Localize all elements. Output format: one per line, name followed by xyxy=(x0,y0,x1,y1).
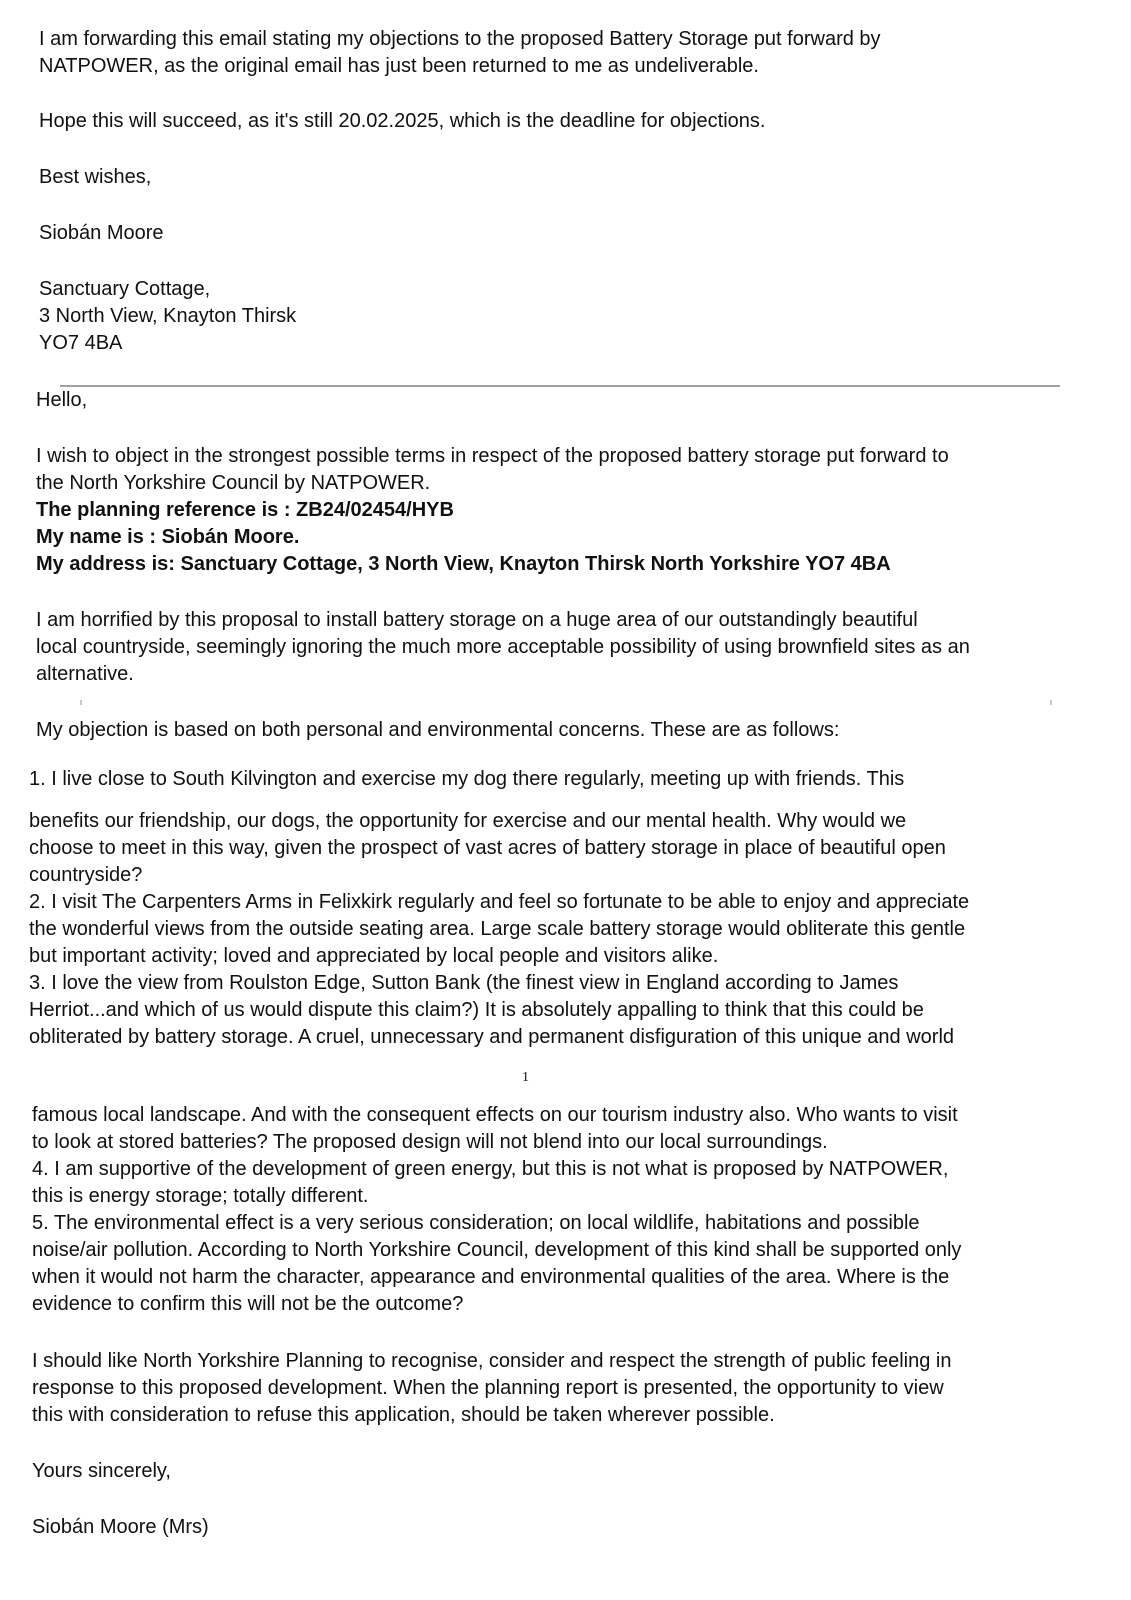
block-a-line: choose to meet in this way, given the prospect of vast acres of battery storage in place of beautiful open xyxy=(29,837,946,859)
point-1-first-line: 1. I live close to South Kilvington and exercise my dog there regularly, meeting up with friends. This xyxy=(29,768,905,790)
block-a-line: 2. I visit The Carpenters Arms in Felixkirk regularly and feel so fortunate to be able to enjoy and appreciate xyxy=(29,891,970,913)
letter-opening-line-1: I wish to object in the strongest possible terms in respect of the proposed battery storage put forward to xyxy=(36,445,949,467)
forward-intro-line-1: I am forwarding this email stating my objections to the proposed Battery Storage put forward by xyxy=(39,28,881,50)
forward-address-line-1: Sanctuary Cottage, xyxy=(39,278,211,300)
forward-intro-line-2: NATPOWER, as the original email has just been returned to me as undeliverable. xyxy=(39,55,759,77)
block-b-line: to look at stored batteries? The proposed design will not blend into our local surroundings. xyxy=(32,1131,828,1153)
block-a-line: 3. I love the view from Roulston Edge, Sutton Bank (the finest view in England according to James xyxy=(29,972,899,994)
block-a-line: the wonderful views from the outside seating area. Large scale battery storage would obliterate this gentle xyxy=(29,918,966,940)
letter-address-line: My address is: Sanctuary Cottage, 3 North View, Knayton Thirsk North Yorkshire YO7 4BA xyxy=(36,553,891,575)
closing-line-1: I should like North Yorkshire Planning to recognise, consider and respect the strength of public feeling in xyxy=(32,1350,952,1372)
forward-signoff: Best wishes, xyxy=(39,166,152,188)
block-b-line: 5. The environmental effect is a very serious consideration; on local wildlife, habitations and possible xyxy=(32,1212,920,1234)
divider-rule xyxy=(60,385,1060,387)
block-b-line: famous local landscape. And with the consequent effects on our tourism industry also. Who wants to visit xyxy=(32,1104,958,1126)
block-b-line: when it would not harm the character, appearance and environmental qualities of the area. Where is the xyxy=(32,1266,950,1288)
block-a-line: obliterated by battery storage. A cruel, unnecessary and permanent disfiguration of this unique and world xyxy=(29,1026,955,1048)
objection-intro: My objection is based on both personal and environmental concerns. These are as follows: xyxy=(36,719,840,741)
letter-signature: Siobán Moore (Mrs) xyxy=(32,1516,209,1538)
forward-address-line-2: 3 North View, Knayton Thirsk xyxy=(39,305,297,327)
closing-line-2: response to this proposed development. When the planning report is presented, the opportunity to view xyxy=(32,1377,944,1399)
closing-line-3: this with consideration to refuse this application, should be taken wherever possible. xyxy=(32,1404,775,1426)
block-a-line: but important activity; loved and appreciated by local people and visitors alike. xyxy=(29,945,719,967)
block-b-line: 4. I am supportive of the development of green energy, but this is not what is proposed by NATPOWER, xyxy=(32,1158,949,1180)
scan-speck xyxy=(1050,700,1052,705)
planning-reference: The planning reference is : ZB24/02454/HYB xyxy=(36,499,454,521)
block-a-line: countryside? xyxy=(29,864,143,886)
letter-name-line: My name is : Siobán Moore. xyxy=(36,526,300,548)
block-a-line: benefits our friendship, our dogs, the opportunity for exercise and our mental health. Why would we xyxy=(29,810,907,832)
horrified-line-1: I am horrified by this proposal to install battery storage on a huge area of our outstandingly beautiful xyxy=(36,609,918,631)
letter-greeting: Hello, xyxy=(36,389,88,411)
block-a-line: Herriot...and which of us would dispute this claim?) It is absolutely appalling to think that this could be xyxy=(29,999,924,1021)
letter-signoff: Yours sincerely, xyxy=(32,1460,171,1482)
block-b-line: noise/air pollution. According to North Yorkshire Council, development of this kind shall be supported only xyxy=(32,1239,962,1261)
horrified-line-3: alternative. xyxy=(36,663,134,685)
page-number: 1 xyxy=(522,1070,529,1085)
horrified-line-2: local countryside, seemingly ignoring the much more acceptable possibility of using brownfield sites as an xyxy=(36,636,970,658)
scan-speck xyxy=(80,700,82,705)
block-b-line: this is energy storage; totally different. xyxy=(32,1185,369,1207)
forward-address-line-3: YO7 4BA xyxy=(39,332,123,354)
letter-opening-line-2: the North Yorkshire Council by NATPOWER. xyxy=(36,472,431,494)
block-b-line: evidence to confirm this will not be the outcome? xyxy=(32,1293,464,1315)
forward-sender-name: Siobán Moore xyxy=(39,222,164,244)
forward-hope-line: Hope this will succeed, as it's still 20.02.2025, which is the deadline for objections. xyxy=(39,110,766,132)
